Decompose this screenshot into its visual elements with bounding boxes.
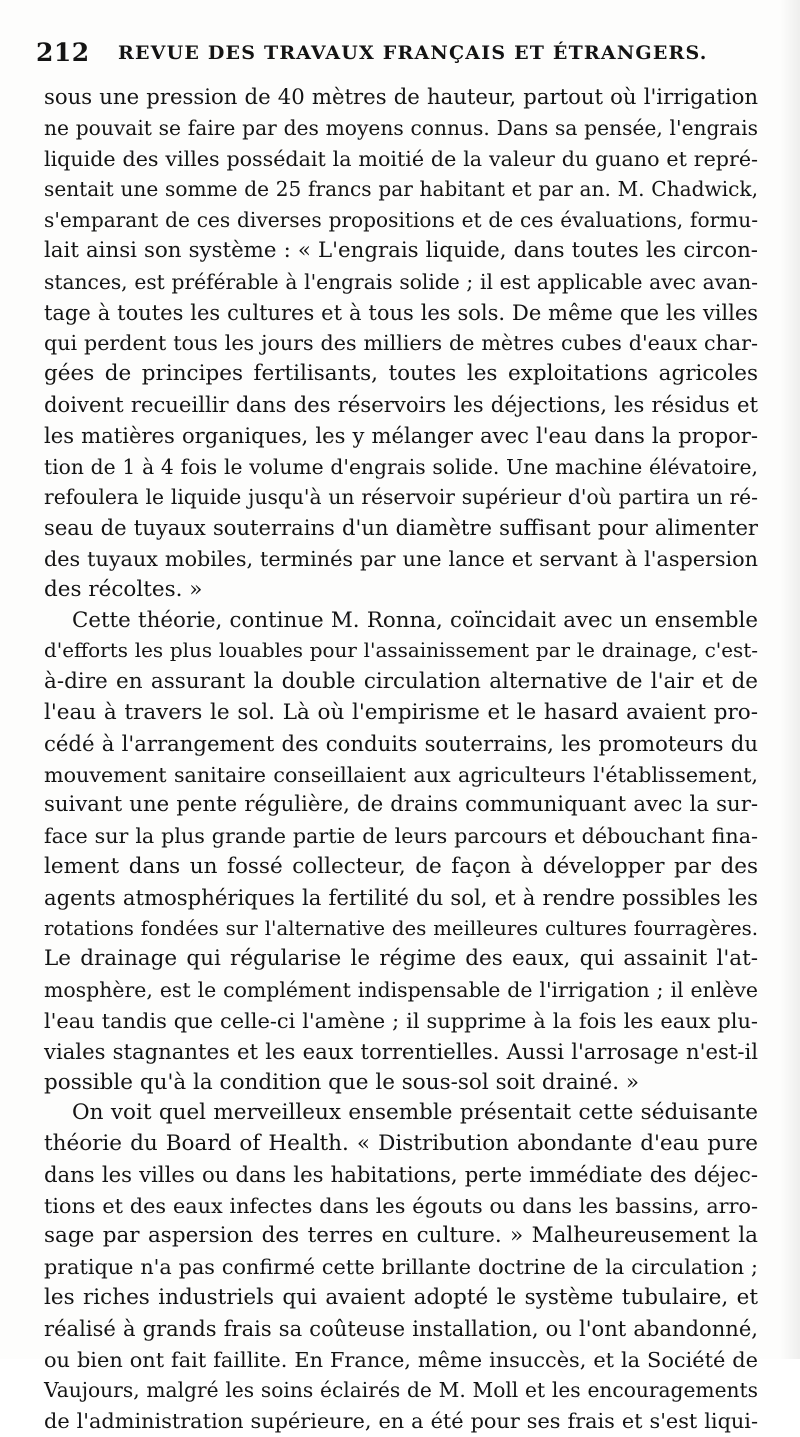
text-line: de l'administration supérieure, en a été pour ses frais et s'est liqui-	[44, 1409, 758, 1434]
text-line: Le drainage qui régularise le régime des eaux, qui assainit l'at-	[44, 946, 758, 972]
paragraph-end-line: possible qu'à la condition que le sous-sol soit drainé. »	[44, 1069, 640, 1095]
page-edge-shadow	[780, 0, 800, 1359]
text-line: rotations fondées sur l'alternative des meilleures cultures fourragères.	[44, 916, 758, 940]
text-line: pratique n'a pas confirmé cette brillante doctrine de la circulation ;	[44, 1255, 758, 1280]
text-line: gées de principes fertilisants, toutes les exploitations agricoles	[44, 361, 758, 387]
text-line: dans les villes ou dans les habitations, perte immédiate des déjec-	[44, 1161, 758, 1187]
text-line: sentait une somme de 25 francs par habitant et par an. M. Chadwick,	[44, 177, 758, 202]
text-line: sage par aspersion des terres en culture. » Malheureusement la	[44, 1223, 758, 1249]
paragraph-start-line: On voit quel merveilleux ensemble présentait cette séduisante	[72, 1100, 758, 1126]
text-line: tion de 1 à 4 fois le volume d'engrais solide. Une machine élévatoire,	[44, 454, 758, 479]
text-line: les matières organiques, les y mélanger avec l'eau dans la propor-	[44, 422, 758, 448]
text-line: ou bien ont fait faillite. En France, même insuccès, et la Société de	[44, 1347, 758, 1372]
text-line: tage à toutes les cultures et à tous les sols. De même que les villes	[44, 300, 758, 325]
paragraph-end-line: des récoltes. »	[44, 576, 203, 602]
text-line: stances, est préférable à l'engrais solide ; il est applicable avec avan-	[44, 269, 758, 294]
text-line: refoulera le liquide jusqu'à un réservoir supérieur d'où partira un ré-	[44, 485, 758, 510]
page-header	[36, 38, 776, 72]
text-line: lement dans un fossé collecteur, de façon à développer par des	[44, 853, 758, 879]
paragraph-start-line: Cette théorie, continue M. Ronna, coïncidait avec un ensemble	[72, 607, 758, 633]
text-line: des tuyaux mobiles, terminés par une lance et servant à l'aspersion	[44, 546, 758, 571]
text-line: l'eau à travers le sol. Là où l'empirisme et le hasard avaient pro-	[44, 699, 758, 725]
text-line: agents atmosphériques la fertilité du sol, et à rendre possibles les	[44, 884, 758, 910]
text-line: liquide des villes possédait la moitié de la valeur du guano et repré-	[44, 146, 758, 171]
text-line: ne pouvait se faire par des moyens connus. Dans sa pensée, l'engrais	[44, 115, 758, 140]
text-line: tions et des eaux infectes dans les égouts ou dans les bassins, arro-	[44, 1193, 758, 1218]
text-line: suivant une pente régulière, de drains communiquant avec la sur-	[44, 792, 758, 818]
text-line: à-dire en assurant la double circulation alternative de l'air et de	[44, 669, 758, 695]
text-line: sous une pression de 40 mètres de hauteur, partout où l'irrigation	[44, 84, 758, 109]
text-line: doivent recueillir dans des réservoirs les déjections, les résidus et	[44, 391, 758, 417]
text-line: réalisé à grands frais sa coûteuse installation, ou l'ont abandonné,	[44, 1315, 758, 1341]
text-line: lait ainsi son système : « L'engrais liquide, dans toutes les circon-	[44, 237, 758, 263]
text-line: viales stagnantes et les eaux torrentielles. Aussi l'arrosage n'est-il	[44, 1038, 758, 1064]
page-number: 212	[36, 38, 90, 67]
text-line: mosphère, est le complément indispensable de l'irrigation ; il enlève	[44, 978, 758, 1003]
text-line: s'emparant de ces diverses propositions et de ces évaluations, formu-	[44, 208, 758, 233]
text-line: Vaujours, malgré les soins éclairés de M. Moll et les encouragements	[44, 1378, 758, 1403]
running-head: REVUE DES TRAVAUX FRANÇAIS ET ÉTRANGERS.	[118, 42, 708, 64]
text-line: l'eau tandis que celle-ci l'amène ; il supprime à la fois les eaux plu-	[44, 1008, 758, 1033]
text-line: face sur la plus grande partie de leurs parcours et débouchant fina-	[44, 824, 758, 849]
text-line: théorie du Board of Health. « Distribution abondante d'eau pure	[44, 1131, 758, 1157]
text-line: seau de tuyaux souterrains d'un diamètre suffisant pour alimenter	[44, 515, 758, 541]
text-line: qui perdent tous les jours des milliers de mètres cubes d'eaux char-	[44, 331, 758, 356]
text-line: d'efforts les plus louables pour l'assainissement par le drainage, c'est-	[44, 639, 758, 663]
text-line: mouvement sanitaire conseillaient aux agriculteurs l'établissement,	[44, 762, 758, 787]
text-line: les riches industriels qui avaient adopté le système tubulaire, et	[44, 1285, 758, 1311]
body-text	[44, 82, 758, 1437]
text-line: cédé à l'arrangement des conduits souterrains, les promoteurs du	[44, 730, 758, 756]
